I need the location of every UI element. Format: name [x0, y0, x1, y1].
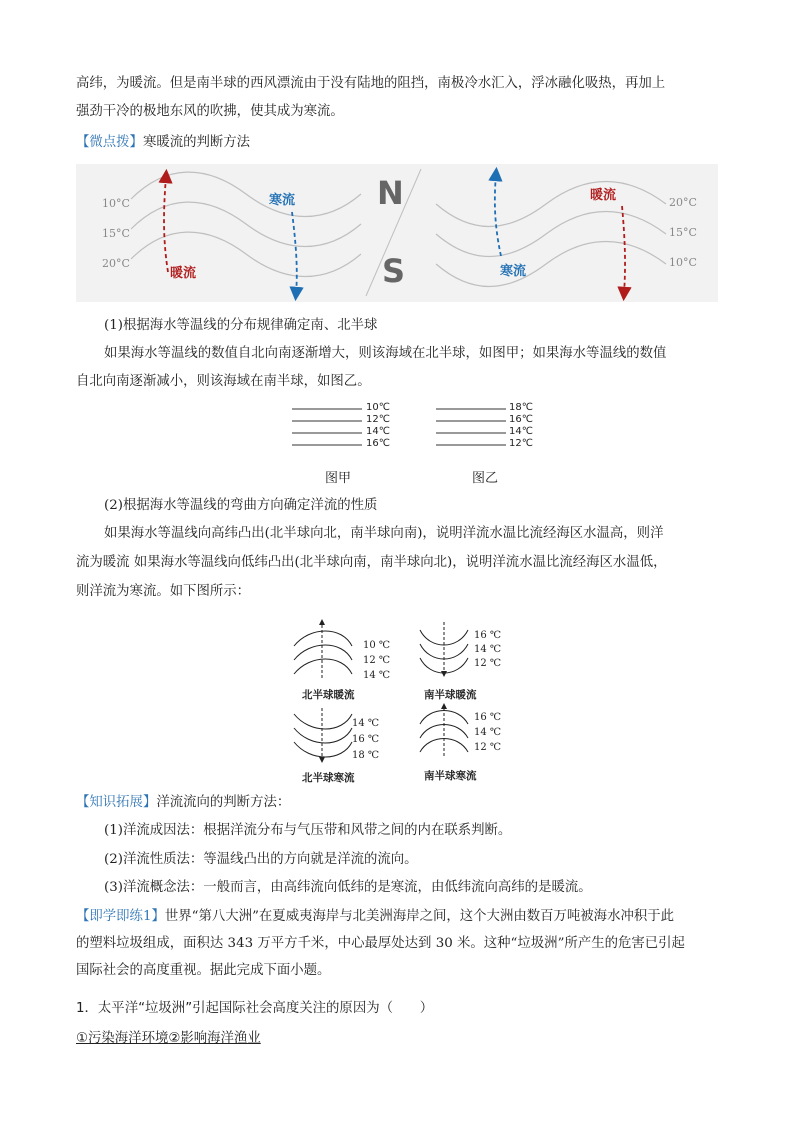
sw-caption: 南半球暖流	[424, 689, 477, 701]
jia-label-2: 12℃	[366, 414, 390, 425]
tip-tag: 【微点拨】	[76, 135, 143, 150]
yi-label-3: 14℃	[509, 426, 533, 437]
nw-label-1: 10 ℃	[363, 640, 391, 651]
practice-text1: 世界“第八大洲”在夏威夷海岸与北美洲海岸之间，这个大洲由数百万吨被海水冲积于此	[164, 909, 675, 924]
left-temp-1: 10°C	[102, 197, 130, 210]
ext-item-2: (2)洋流性质法：等温线凸出的方向就是洋流的流向。	[104, 852, 418, 867]
practice-tag: 【即学即练1】	[76, 909, 165, 924]
section1-heading: (1)根据海水等温线的分布规律确定南、北半球	[104, 318, 378, 333]
sc-caption: 南半球寒流	[424, 770, 477, 782]
right-cold-label: 寒流	[500, 264, 527, 279]
sw-label-2: 14 ℃	[474, 644, 502, 655]
nw-label-3: 14 ℃	[363, 670, 391, 681]
current-judgment-figure	[76, 164, 718, 302]
left-temp-3: 20°C	[102, 257, 130, 270]
right-cold-arrow	[495, 174, 501, 256]
practice-line1	[76, 907, 726, 927]
right-temp-1: 20°C	[669, 196, 697, 209]
question-options	[76, 1027, 261, 1046]
option-a: ①污染海洋环境	[76, 1031, 169, 1046]
yi-label-2: 16℃	[509, 414, 533, 425]
fig-south-warm	[420, 622, 468, 674]
para1-line1: 高纬，为暖流。但是南半球的西风漂流由于没有陆地的阻挡，南极冷水汇入，浮冰融化吸热，再加上	[76, 76, 666, 91]
nw-caption: 北半球暖流	[302, 689, 355, 701]
para1-line2: 强劲干冷的极地东风的吹拂，使其成为寒流。	[76, 104, 344, 119]
question-1: 1．太平洋“垃圾洲”引起国际社会高度关注的原因为（ ）	[76, 1001, 434, 1016]
tip-heading	[76, 133, 726, 153]
fig-north-cold	[294, 708, 352, 760]
fig-north-warm	[294, 622, 352, 678]
left-temp-2: 15°C	[102, 227, 130, 240]
nc-label-3: 18 ℃	[352, 750, 380, 761]
tip-text: 寒暖流的判断方法	[142, 135, 251, 150]
section2-body1: 如果海水等温线向高纬凸出(北半球向北，南半球向南)，说明洋流水温比流经海区水温高，则洋	[104, 526, 664, 541]
yi-lines	[436, 404, 506, 450]
fig-south-cold	[420, 706, 468, 756]
ext-heading	[76, 793, 726, 813]
right-temp-3: 10°C	[669, 256, 697, 269]
sc-label-2: 14 ℃	[474, 727, 502, 738]
ext-tag: 【知识拓展】	[76, 795, 157, 810]
yi-label-1: 18℃	[509, 402, 533, 413]
nw-label-2: 12 ℃	[363, 655, 391, 666]
sw-label-3: 12 ℃	[474, 658, 502, 669]
sc-label-1: 16 ℃	[474, 712, 502, 723]
north-letter: N	[377, 174, 404, 212]
yi-label-4: 12℃	[509, 438, 533, 449]
sc-label-3: 12 ℃	[474, 742, 502, 753]
practice-line2: 的塑料垃圾组成，面积达 343 万平方千米，中心最厚处达到 30 米。这种“垃圾洲”所产生的危害已引起	[76, 936, 685, 951]
jia-label-4: 16℃	[366, 438, 390, 449]
sw-label-1: 16 ℃	[474, 630, 502, 641]
section2-heading: (2)根据海水等温线的弯曲方向确定洋流的性质	[104, 498, 378, 513]
jia-lines	[292, 404, 362, 450]
nc-label-1: 14 ℃	[352, 718, 380, 729]
south-letter: S	[382, 252, 406, 290]
right-isotherms	[436, 182, 666, 287]
ext-item-3: (3)洋流概念法：一般而言，由高纬流向低纬的是寒流，由低纬流向高纬的是暖流。	[104, 880, 592, 895]
section2-body2: 流为暖流 如果海水等温线向低纬凸出(北半球向南，南半球向北)，说明洋流水温比流经海区水温低，	[76, 555, 667, 570]
section1-body2: 自北向南逐渐减小，则该海域在南半球，如图乙。	[76, 374, 371, 389]
right-warm-label: 暖流	[590, 188, 617, 203]
left-warm-label: 暖流	[170, 266, 197, 281]
section1-body1: 如果海水等温线的数值自北向南逐渐增大，则该海域在北半球，如图甲；如果海水等温线的数值	[104, 346, 667, 361]
jia-label-3: 14℃	[366, 426, 390, 437]
nc-caption: 北半球寒流	[302, 772, 355, 784]
jia-label-1: 10℃	[366, 402, 390, 413]
left-cold-label: 寒流	[269, 193, 296, 208]
nc-label-2: 16 ℃	[352, 734, 380, 745]
left-warm-arrow	[164, 176, 168, 272]
jia-caption: 图甲	[325, 471, 352, 486]
option-b: ②影响海洋渔业	[168, 1031, 261, 1046]
ext-item-1: (1)洋流成因法：根据洋流分布与气压带和风带之间的内在联系判断。	[104, 823, 512, 838]
yi-caption: 图乙	[472, 471, 499, 486]
practice-line3: 国际社会的高度重视。据此完成下面小题。	[76, 963, 331, 978]
right-warm-arrow	[622, 206, 625, 294]
right-temp-2: 15°C	[669, 226, 697, 239]
ext-title: 洋流流向的判断方法：	[156, 795, 291, 810]
left-cold-arrow	[292, 212, 297, 294]
section2-body3: 则洋流为寒流。如下图所示：	[76, 584, 251, 599]
